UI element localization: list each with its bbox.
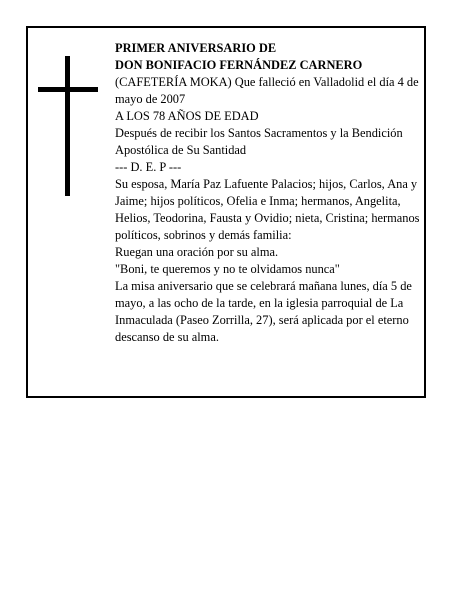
- heading-deceased-name: DON BONIFACIO FERNÁNDEZ CARNERO: [115, 58, 363, 72]
- cross-vertical-bar: [65, 56, 70, 196]
- notice-text: [115, 40, 420, 346]
- heading-first-anniversary: PRIMER ANIVERSARIO DE: [115, 41, 277, 55]
- death-details: (CAFETERÍA MOKA) Que falleció en Valladolid el día 4 de mayo de 2007: [115, 75, 419, 106]
- cross-icon: [38, 56, 98, 196]
- sacraments-text: Después de recibir los Santos Sacramentos y la Bendición Apostólica de Su Santidad: [115, 126, 403, 157]
- obituary-notice: [26, 26, 426, 398]
- family-list: Su esposa, María Paz Lafuente Palacios; hijos, Carlos, Ana y Jaime; hijos políticos, Ofelia e Inma; hermanos, Angelita, Helios, Teodorina, Fausta y Ovidio; nieta, Cristina; hermanos políticos, sobrinos y demás familia:: [115, 177, 420, 242]
- age-at-death: A LOS 78 AÑOS DE EDAD: [115, 109, 259, 123]
- mass-announcement: La misa aniversario que se celebrará mañana lunes, día 5 de mayo, a las ocho de la tarde, en la iglesia parroquial de La Inmaculada (Paseo Zorrilla, 27), será aplicada por el eterno descanso de su alma.: [115, 279, 412, 344]
- rip-text: --- D. E. P ---: [115, 160, 182, 174]
- family-quote: "Boni, te queremos y no te olvidamos nunca": [115, 262, 340, 276]
- cross-horizontal-bar: [38, 87, 98, 92]
- prayer-request: Ruegan una oración por su alma.: [115, 245, 279, 259]
